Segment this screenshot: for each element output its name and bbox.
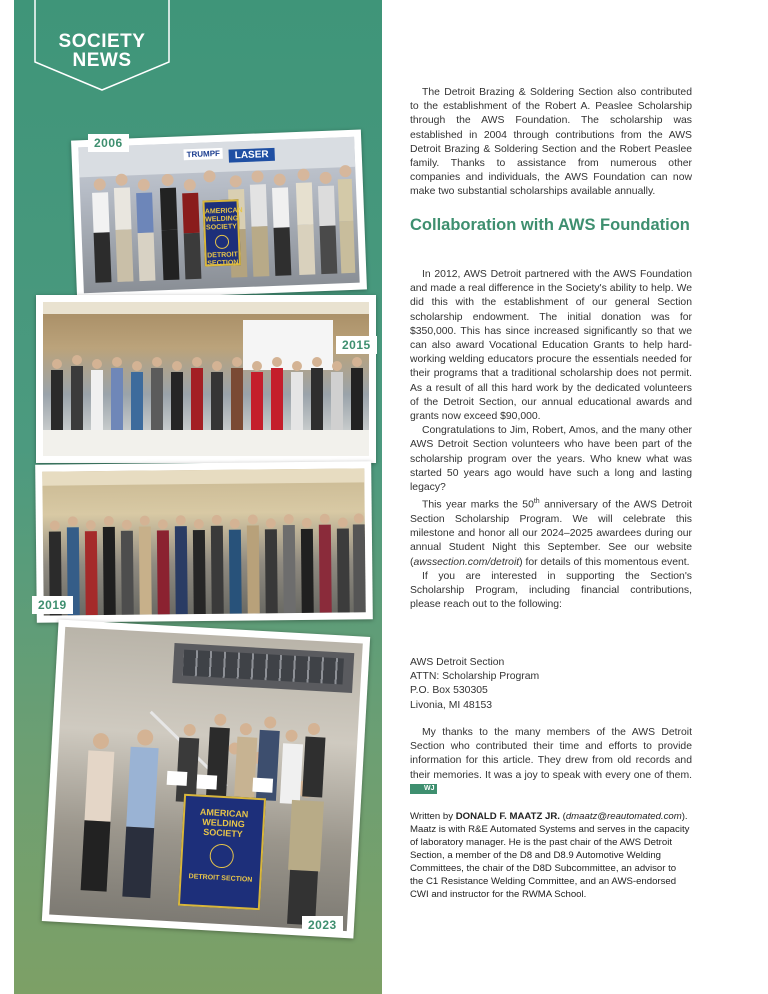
- website-link[interactable]: awssection.com/detroit: [413, 556, 520, 568]
- author-email[interactable]: dmaatz@reautomated.com: [565, 811, 682, 822]
- photo-2015: [36, 295, 376, 463]
- aws-banner-2006: AMERICAN WELDING SOCIETY DETROIT SECTION: [202, 199, 241, 266]
- section-badge: [34, 0, 170, 92]
- photo-2023: [42, 620, 370, 939]
- year-label-2015: 2015: [336, 336, 377, 354]
- mailing-address: [410, 656, 692, 713]
- sign-laser: LASER: [228, 148, 274, 163]
- group-2019-figures: [42, 468, 365, 615]
- paragraph-partnership: In 2012, AWS Detroit partnered with the AWS Foundation and made a real difference in the Society's ability to help. We did this with the establishment of our general Section scholarship endowment. The initial donation was for $350,000. This has since increased significantly so that we can also award Vocational Education Grants to help hard-working welding educators procure the essentials needed for their programs that a traditional scholarship does not permit. As a result of all this hard work by the dedicated volunteers of the Detroit Section, our annual educational awards and grants now exceed $90,000.: [410, 269, 692, 423]
- address-line-1: AWS Detroit Section: [410, 657, 505, 668]
- group-2015-figures: [43, 302, 369, 456]
- aws-banner-2023: AMERICAN WELDING SOCIETY DETROIT SECTION: [178, 794, 266, 910]
- address-line-4: Livonia, MI 48153: [410, 699, 493, 711]
- paragraph-anniversary: This year marks the 50th anniversary of the AWS Detroit Section Scholarship Program. We will celebrate this milestone and honor all our 2024–2025 awardees during our annual Student Night this September. See our website (awssection.com/detroit) for details of this momentous event.: [410, 498, 692, 568]
- year-label-2019: 2019: [32, 596, 73, 614]
- address-line-2: ATTN: Scholarship Program: [410, 671, 540, 683]
- article-heading-block: [410, 216, 692, 235]
- address-line-3: P.O. Box 530305: [410, 685, 488, 697]
- author-name: DONALD F. MAATZ JR.: [455, 811, 560, 822]
- sign-trumpf: TRUMPF: [183, 148, 223, 161]
- year-label-2023: 2023: [302, 916, 343, 934]
- paragraph-peaslee: The Detroit Brazing & Soldering Section also contributed to the establishment of the Robert A. Peaslee Scholarship through the AWS Foundation. The scholarship was established in 2004 through contributions from the AWS Detroit Brazing & Soldering Section and the Robert Peaslee family. Thanks to assistance from numerous other companies and individuals, the AWS Foundation can now make two substantial scholarships available annually.: [410, 87, 692, 198]
- article-body: [410, 268, 692, 612]
- end-mark: WJ: [410, 784, 437, 794]
- paragraph-support: If you are interested in supporting the Section's Scholarship Program, including financial contributions, please reach out to the following:: [410, 570, 692, 611]
- badge-line-2: NEWS: [72, 50, 132, 71]
- article-closing: [410, 726, 692, 797]
- author-byline: Written by DONALD F. MAATZ JR. (dmaatz@reautomated.com). Maatz is with R&E Automated Systems and serves in the capacity of laboratory manager. He is the past chair of the AWS Detroit Section, a member of the D8 and D8.9 Automotive Welding Committees, the chair of the D8D Subcommittee, an advisor to the C1 Resistance Welding Committee, and an AWS-endorsed CWI and instructor for the RWMA School.: [410, 811, 690, 900]
- paragraph-thanks: My thanks to the many members of the AWS Detroit Section who contributed their time and efforts to provide information for this article. They drew from old records and their memories. It was a joy to speak with every one of them. WJ: [410, 727, 692, 793]
- section-heading: Collaboration with AWS Foundation: [410, 216, 690, 234]
- year-label-2006: 2006: [88, 134, 129, 152]
- paragraph-congratulations: Congratulations to Jim, Robert, Amos, and the many other AWS Detroit Section volunteers who have been part of the scholarship program over the years. Who knew what was started 50 years ago would have such a long and lasting legacy?: [410, 425, 692, 494]
- photo-2006: [71, 129, 367, 300]
- badge-line-1: SOCIETY: [58, 31, 146, 52]
- photo-2019: [35, 461, 373, 623]
- article-column: [410, 86, 692, 200]
